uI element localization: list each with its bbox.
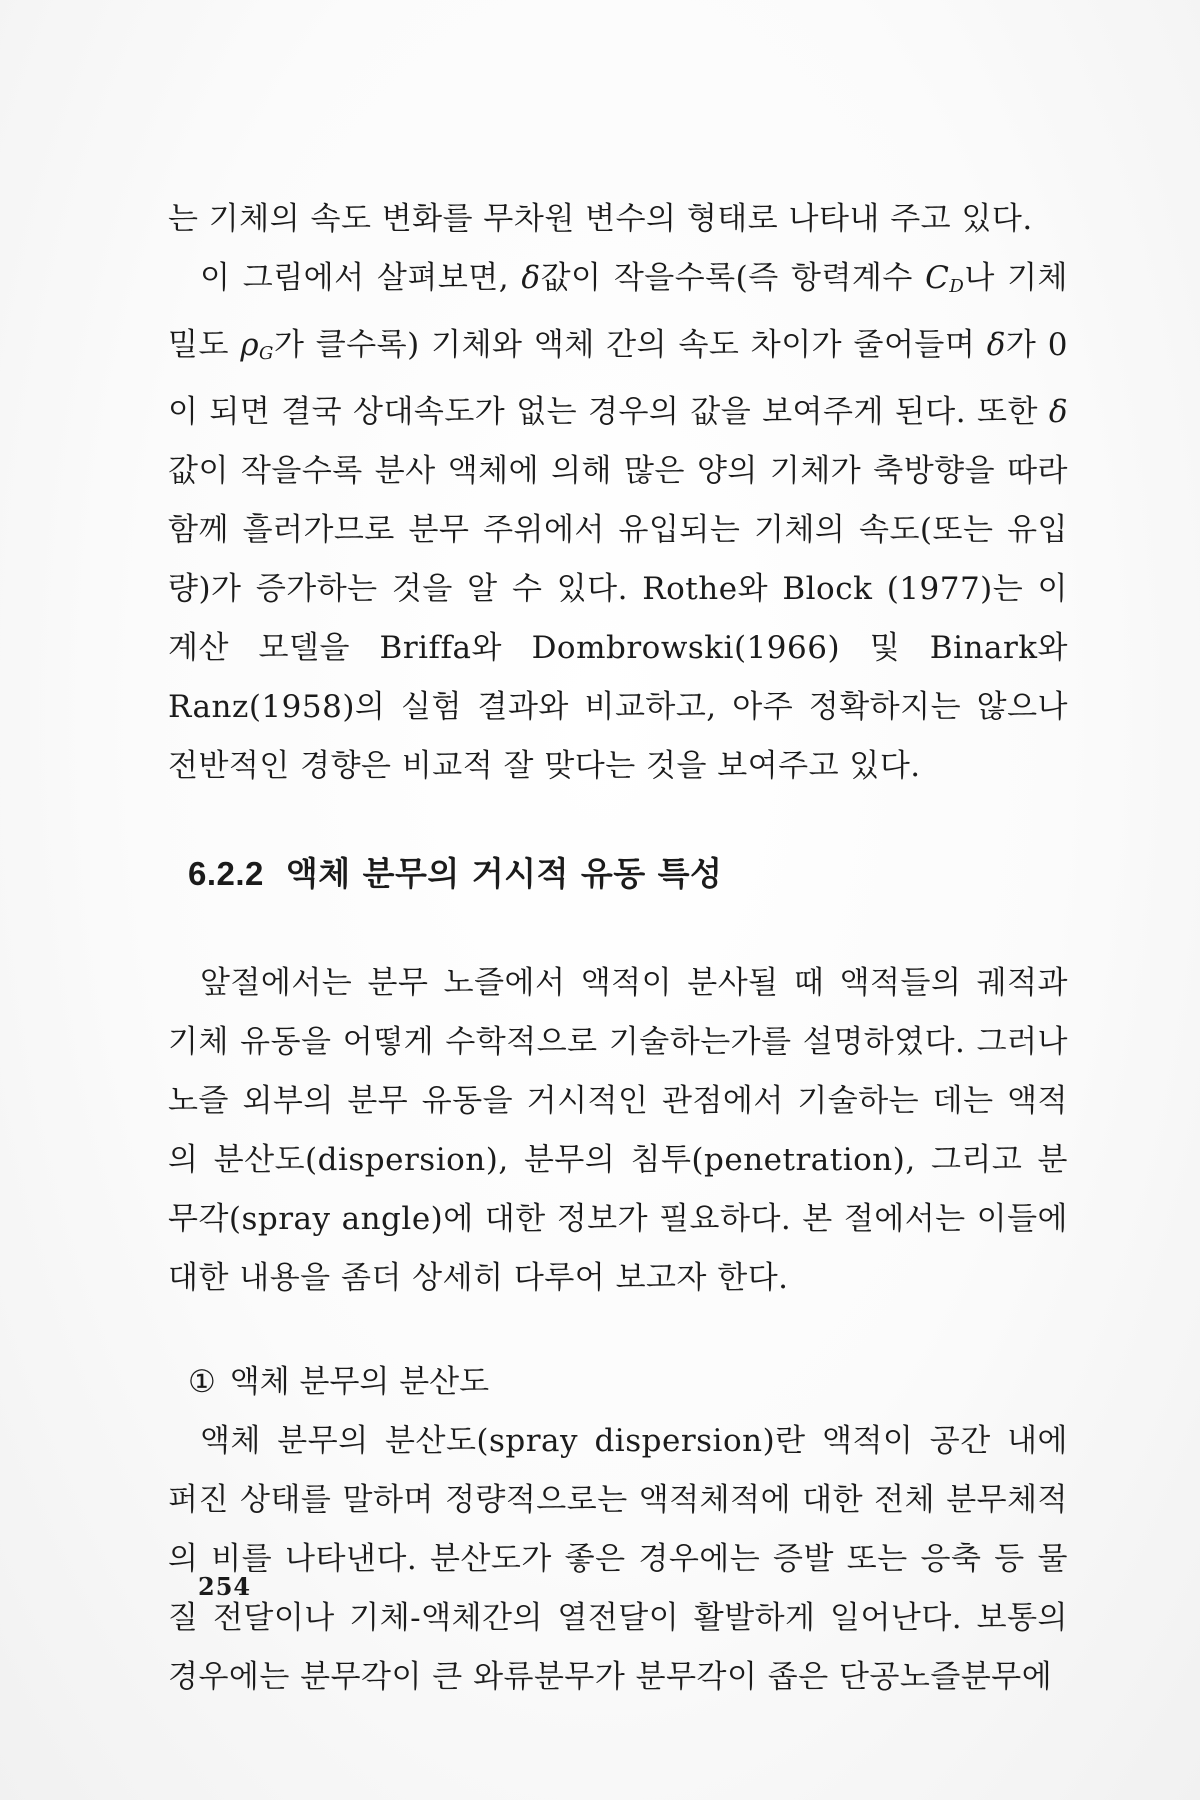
paragraph-text: 나 기체밀도 bbox=[168, 260, 1068, 363]
paragraph-text: 이 그림에서 살펴보면, bbox=[200, 260, 522, 296]
paragraph-text: 값이 작을수록(즉 항력계수 bbox=[540, 260, 926, 296]
paragraph-dispersion: 액체 분무의 분산도(spray dispersion)란 액적이 공간 내에 퍼진 상태를 말하며 정량적으로는 액적체적에 대한 전체 분무체적의 비를 나타낸다. 분산도가 좋은 경우에는 증발 또는 응축 등 물질 전달이나 기체-액체간의 열전달이 활발하게 일어난다. 보통의 경우에는 분무각이 큰 와류분무가 분무각이 좁은 단공노즐분무에 bbox=[168, 1423, 1068, 1695]
paragraph-continuation: 는 기체의 속도 변화를 무차원 변수의 형태로 나타내 주고 있다. bbox=[168, 201, 1033, 237]
section-number: 6.2.2 bbox=[188, 855, 264, 892]
item-marker: ① bbox=[188, 1364, 216, 1400]
paragraph-text: 가 클수록) 기체와 액체 간의 속도 차이가 줄어들며 bbox=[273, 327, 987, 363]
paragraph-delta-explanation bbox=[168, 249, 1068, 796]
item-heading bbox=[188, 1352, 1068, 1412]
delta-symbol: δ bbox=[1048, 394, 1068, 430]
drag-coefficient-symbol: C bbox=[925, 260, 950, 296]
section-title: 액체 분무의 거시적 유동 특성 bbox=[285, 854, 723, 893]
page-number: 254 bbox=[198, 1572, 252, 1601]
page-content bbox=[168, 190, 1068, 1707]
section-heading bbox=[188, 844, 1068, 904]
gas-density-symbol: ρ bbox=[240, 327, 260, 363]
paragraph-macroscopic-intro: 앞절에서는 분무 노즐에서 액적이 분사될 때 액적들의 궤적과 기체 유동을 어떻게 수학적으로 기술하는가를 설명하였다. 그러나 노즐 외부의 분무 유동을 거시적인 관점에서 기술하는 데는 액적의 분산도(dispersion), 분무의 침투(penetration), 그리고 분무각(spray angle)에 대한 정보가 필요하다. 본 절에서는 이들에 대한 내용을 좀더 상세히 다루어 보고자 한다. bbox=[168, 965, 1068, 1296]
delta-symbol: δ bbox=[986, 327, 1006, 363]
drag-coefficient-subscript: D bbox=[949, 276, 965, 297]
gas-density-subscript: G bbox=[259, 343, 274, 364]
paragraph-text: 값이 작을수록 분사 액체에 의해 많은 양의 기체가 축방향을 따라 함께 흘러가므로 분무 주위에서 유입되는 기체의 속도(또는 유입량)가 증가하는 것을 알 수 있다. Rothe와 Block (1977)는 이 계산 모델을 Briffa와 Dombrowski(1966) 및 Binark와 Ranz(1958)의 실험 결과와 비교하고, 아주 정확하지는 않으나 전반적인 경향은 비교적 잘 맞다는 것을 보여주고 있다. bbox=[168, 453, 1068, 784]
item-title: 액체 분무의 분산도 bbox=[229, 1364, 490, 1400]
delta-symbol: δ bbox=[521, 260, 541, 296]
paragraph-text: 가 0이 되면 결국 상대속도가 없는 경우의 값을 보여주게 된다. 또한 bbox=[168, 327, 1068, 430]
